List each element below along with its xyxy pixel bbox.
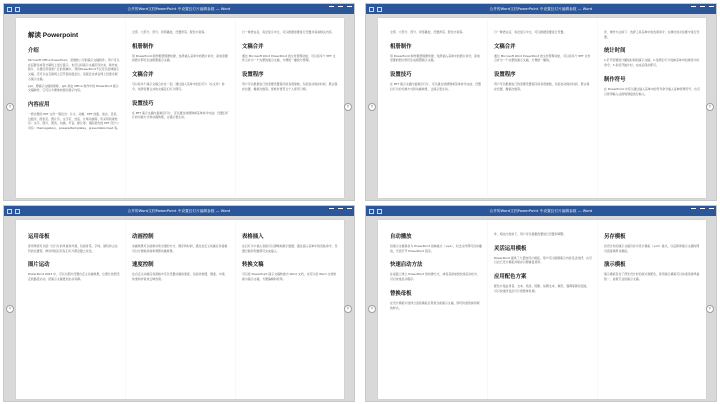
paragraph: 将设计好的演示文稿另存为设计模板（.pot）格式，以后新建演示文稿时即可直接调用该模板。: [604, 244, 700, 253]
section-heading: 统计时间: [604, 48, 626, 55]
next-page-icon[interactable]: ›: [706, 305, 714, 313]
document-window-1: [3, 3, 355, 201]
section-heading: 文稿合并: [494, 43, 516, 50]
section-heading: 文稿合并: [132, 72, 154, 79]
section-heading: 设置程序: [242, 72, 264, 79]
previous-page-icon[interactable]: ‹: [368, 103, 376, 111]
reading-area: [366, 216, 716, 401]
paragraph: 件，操作方法如下：选择工具菜单中的选项命令，在弹出的对话框中进行设置。: [604, 30, 700, 39]
previous-page-icon[interactable]: ‹: [6, 305, 14, 313]
paragraph: 行一种语言后，将会显示中文，可以根据需要进行设置并查看相关内容。: [242, 30, 335, 34]
paragraph: 在 PowerPoint 中可以通过插入菜单中的符号命令插入各种特殊符号，也可以使用输入法的软键盘进行输入。: [604, 86, 700, 96]
section-heading: 转换文稿: [242, 262, 264, 269]
minimize-icon[interactable]: [691, 208, 696, 213]
page-column: [16, 220, 126, 399]
page-column: [598, 18, 706, 198]
paragraph: 行一种语言后，将会显示中文，可以根据需要进行设置。: [494, 30, 567, 34]
paragraph: 通过 Microsoft Word PowerPoint 的文件管理功能，可以将多个 PPT 文件合并为一个完整的演示文稿，方便统一播放与管理。: [242, 53, 336, 63]
paragraph: 在自定义动画任务窗格中可以设置动画的速度，包括非常慢、慢速、中速、快速和非常快五种选项。: [132, 272, 228, 282]
section-heading: 内容应用: [28, 101, 50, 108]
close-icon[interactable]: [709, 208, 714, 213]
next-page-icon[interactable]: ›: [344, 103, 352, 111]
page-column: [236, 220, 344, 399]
paragraph: 在 PPT 演示文稿内复制幻灯片，可以通过快捷键或菜单命令完成；设置幻灯片的切换方式和动画效果，让演示更生动。: [390, 82, 481, 91]
document-window-4: [365, 205, 717, 402]
title-bar: [4, 4, 354, 14]
reading-area: [4, 14, 354, 200]
window-title: 合并的Word文档PowerPoint 中设置幻灯片编辑参数 — Word: [489, 6, 593, 11]
page-column: [126, 220, 236, 399]
minimize-icon[interactable]: [691, 6, 696, 11]
section-heading: 介绍: [28, 48, 39, 54]
paragraph: 用户可以根据自己的需要设置程序的各项参数，包括自动保存时间、默认保存位置、撤销次数等，使软件更符合个人使用习惯。: [242, 82, 338, 91]
paragraph: 件，相关内容如下，用户可以根据需要进行设置和调整。: [494, 232, 567, 236]
window-title: 合并的Word文档PowerPoint 中设置幻灯片编辑参数 — Word: [127, 208, 231, 213]
section-heading: 设置技巧: [132, 100, 154, 107]
section-heading: 表格插入: [242, 234, 264, 240]
document-title: 解读 Powerpoint: [28, 32, 79, 39]
paragraph: 用 PowerPoint 制作相册简便快捷，选择插入菜单中的图片命令，添加需要的图片即可生成相册演示文稿。: [132, 53, 228, 63]
document-window-2: [365, 3, 717, 201]
section-heading: 动画控制: [132, 234, 154, 240]
paragraph: 1.打开需要统计播放时间的演示文稿；2.选择幻灯片放映菜单中的排练计时命令；3.系统开始计时，完成后保存即可。: [604, 58, 700, 68]
maximize-icon[interactable]: [338, 6, 343, 11]
paragraph: 使用母版可以统一幻灯片的风格和外观，包括背景、字体、颜色和占位符的位置等，修改母版后所有幻灯片都会随之改变。: [28, 244, 118, 253]
paragraph: 一套完整的 PPT 文件一般包含：片头、动画、PPT 封面、前言、目录、过渡页、图表页、图片页、文字页、封底、片尾动画等；所采用的素材有：文字、图片、图表、动画、声音、影片等；国际领先的 PPT 设计公司有：themegallery、poweredtemplates、presentationload 等。: [28, 111, 120, 131]
paragraph: 用 PowerPoint 制作相册简便快捷，选择插入菜单中的图片命令，添加需要的图片即可生成相册演示文稿。: [390, 53, 481, 63]
maximize-icon[interactable]: [338, 208, 343, 213]
page-column: [378, 18, 488, 198]
page-column: [378, 220, 488, 399]
section-heading: 替换母板: [390, 290, 412, 297]
page-column: [488, 18, 598, 198]
page-column: [236, 18, 344, 198]
maximize-icon[interactable]: [700, 208, 705, 213]
section-heading: 图片运动: [28, 262, 50, 269]
paragraph: Microsoft Office PowerPoint，是微软公司的演示文稿软件。用户可以在投影仪或者计算机上进行演示，也可以将演示文稿打印出来，制作成胶片，以便应用到更广泛的领域中。利用PowerPoint不仅可以创建演示文稿，还可以在互联网上召开面对面会议、远程会议或在网上给观众展示演示文稿。: [28, 58, 120, 81]
section-heading: 设置程序: [494, 72, 516, 79]
next-page-icon[interactable]: ›: [344, 305, 352, 313]
page-column: [488, 220, 598, 399]
document-window-3: [3, 205, 355, 402]
title-bar: [4, 206, 354, 216]
paragraph: 将演示文稿保存为 PowerPoint 放映格式（.pps），双击文件即可自动播放，无需打开 PowerPoint 程序。: [390, 244, 482, 253]
previous-page-icon[interactable]: ‹: [368, 305, 376, 313]
section-heading: 速度控制: [132, 262, 154, 269]
close-icon[interactable]: [709, 6, 714, 11]
page-column: [16, 18, 126, 198]
section-heading: 快速启动方法: [390, 262, 423, 269]
paragraph: 配色方案由背景、文本、线条、阴影、标题文本、填充、强调等颜色组成，可以快速改变幻灯片的整体色调。: [494, 284, 590, 293]
paragraph: 在桌面上建立 PowerPoint 的快捷方式，或将其添加到快速启动栏中，可以快速启动程序。: [390, 272, 481, 282]
reading-area: [4, 216, 354, 401]
paragraph: 在 PPT 演示文稿内复制幻灯片，可以通过快捷键或菜单命令完成；设置幻灯片的切换方式和动画效果，让演示更生动。: [132, 110, 229, 120]
section-heading: 文稿合并: [242, 43, 264, 50]
window-title: 合并的Word文档PowerPoint 中设置幻灯片编辑参数 — Word: [489, 208, 593, 213]
title-bar: [366, 4, 716, 14]
minimize-icon[interactable]: [329, 208, 334, 213]
paragraph: 在设计模板中选择合适的模板应用到当前演示文稿，即可快速替换母版的样式。: [390, 300, 480, 310]
section-heading: 相册制作: [132, 43, 154, 50]
window-title: 合并的Word文档PowerPoint 中设置幻灯片编辑参数 — Word: [127, 6, 231, 11]
previous-page-icon[interactable]: ‹: [6, 103, 14, 111]
paragraph: 用户可以根据自己的需要设置程序的各项参数，包括自动保存时间、默认保存位置、撤销次数等。: [494, 82, 590, 91]
page-column: [126, 18, 236, 198]
section-heading: 自动播放: [390, 234, 412, 240]
paragraph: PowerPoint 2003 中，可以为图片设置自定义动画效果，让图片按照设定的路径运动，使演示文稿更加生动有趣。: [28, 272, 120, 282]
section-heading: 制作符号: [604, 76, 626, 83]
title-bar: [366, 206, 716, 216]
paragraph: 全部、大部分、部分、局部播放，设置背景、配色方案等。: [390, 30, 466, 34]
paragraph: 通过 Microsoft Word PowerPoint 的文件管理功能，可以将多个 PPT 文件合并为一个完整的演示文稿，方便统一播放。: [494, 53, 591, 63]
paragraph: 可以将 PowerPoint 演示文稿转换为 Word 文档，也可以将 Word 文档转换为演示文稿，方便编辑和使用。: [242, 272, 337, 282]
minimize-icon[interactable]: [329, 6, 334, 11]
close-icon[interactable]: [347, 208, 352, 213]
section-heading: 灵活运用模板: [494, 245, 527, 252]
paragraph: 可以将多个演示文稿合并在一起，通过插入菜单中的幻灯片（从文件）命令，选择需要合并的文稿及幻灯片即可。: [132, 82, 225, 91]
page-column: [598, 220, 706, 399]
section-heading: 应用配色方案: [494, 274, 527, 281]
paragraph: 动画效果可以控制对象出现的方式、顺序和时间，通过自定义动画任务窗格可以方便地添加和调整动画效果。: [132, 244, 228, 253]
close-icon[interactable]: [347, 6, 352, 11]
section-heading: 设置技巧: [390, 72, 412, 79]
section-heading: 另存模板: [604, 234, 626, 240]
next-page-icon[interactable]: ›: [706, 103, 714, 111]
reading-area: [366, 14, 716, 200]
paragraph: 在幻灯片中插入表格可以清晰地展示数据，通过插入菜单中的表格命令，设置行数和列数即可完成插入。: [242, 244, 338, 253]
paragraph: ppt，即演示文稿的简称，ppt 是由 Office 软件中的 PowerPoint 演示文稿制作，它可以方便地向观众展示内容。: [28, 83, 119, 93]
paragraph: PowerPoint 提供了大量的设计模板，用户可以根据演示内容灵活选择，也可以自己设计模板并保存以便重复使用。: [494, 255, 592, 265]
paragraph: 全部、大部分、部分、局部播放，设置背景、配色方案等。: [132, 30, 208, 34]
section-heading: 运用母板: [28, 234, 50, 240]
paragraph: 演示模板包含了预先设计好的版式和配色，使用演示模板可以快速创建风格统一、美观专业的演示文稿。: [604, 272, 700, 282]
maximize-icon[interactable]: [700, 6, 705, 11]
section-heading: 演示模板: [604, 262, 626, 269]
section-heading: 相册制作: [390, 43, 412, 50]
